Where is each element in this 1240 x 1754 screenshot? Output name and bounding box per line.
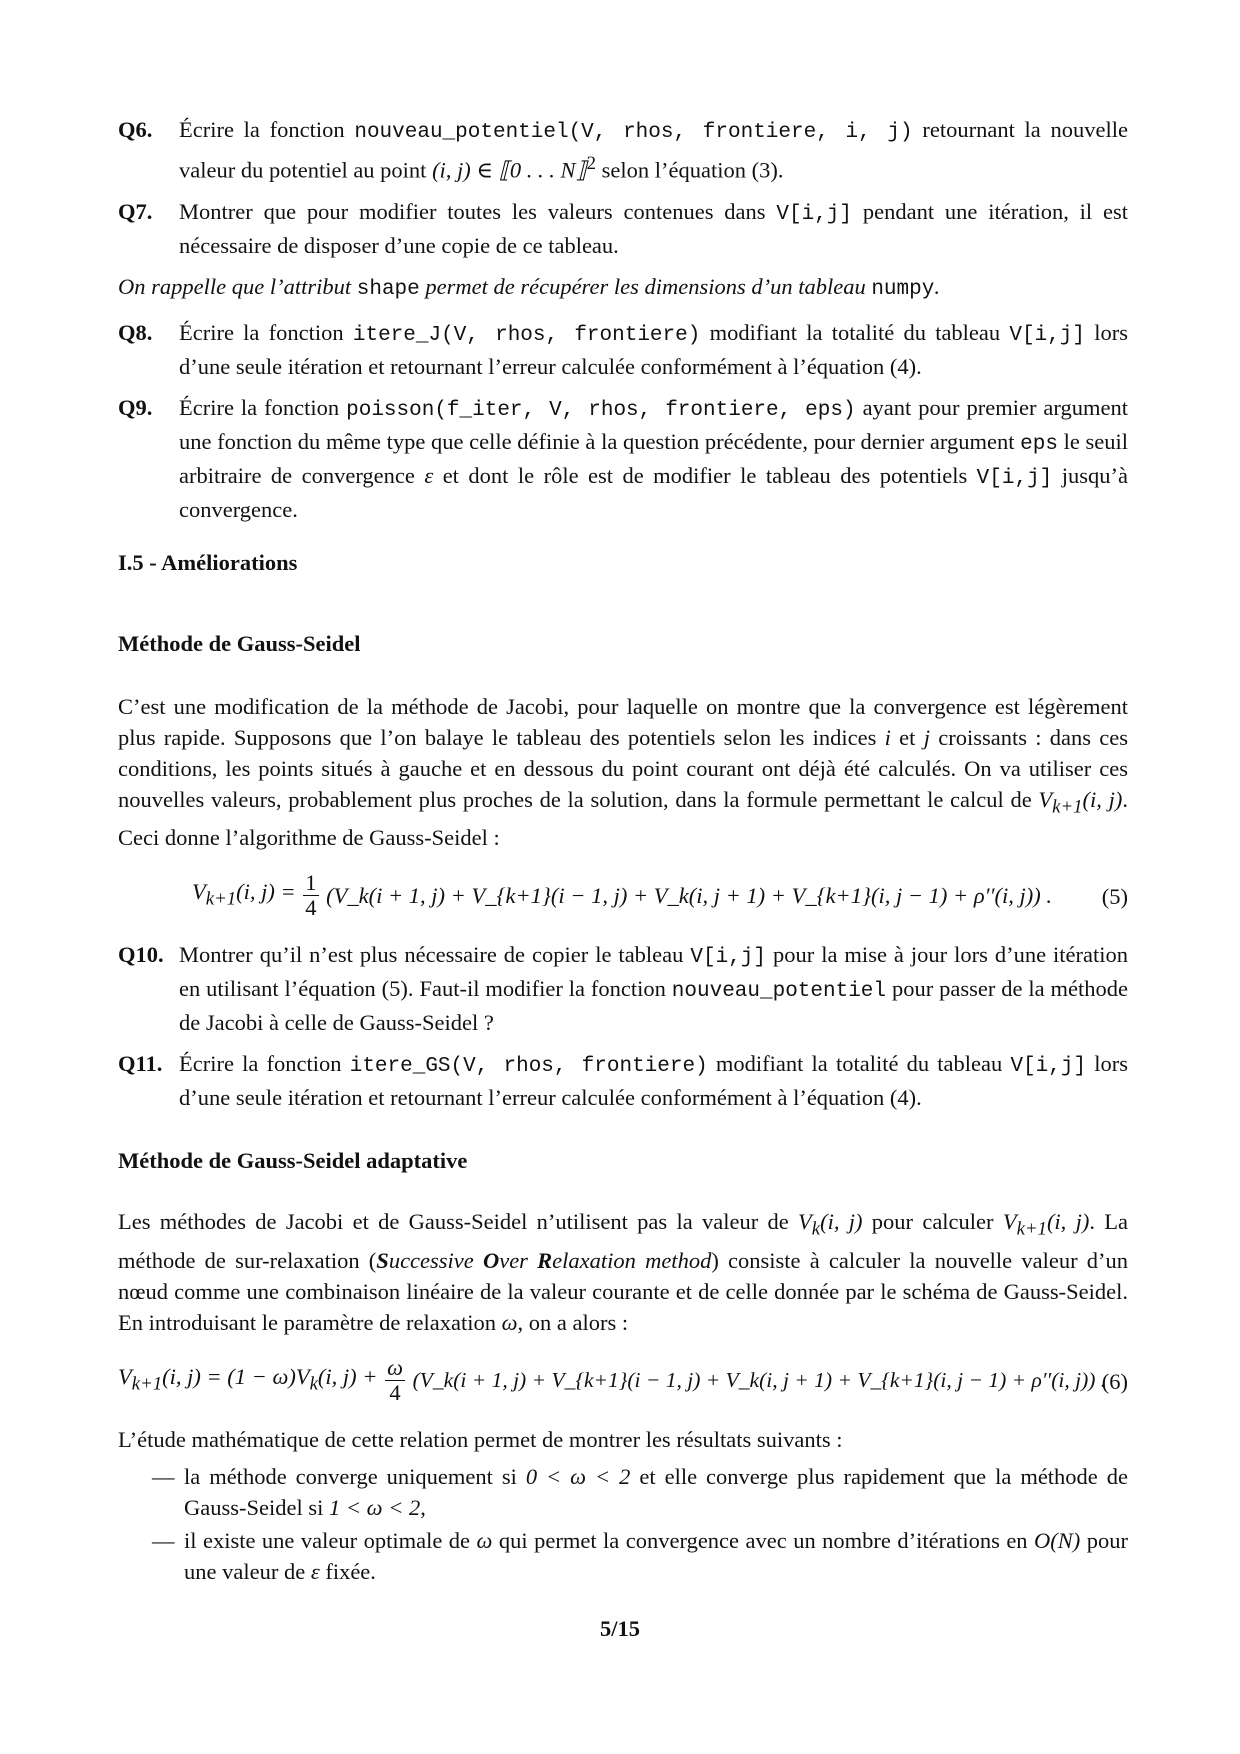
code-span: V[i,j] [1009,323,1086,347]
question-label: Q10. [118,942,164,967]
list-item: — il existe une valeur optimale de ω qui permet la convergence avec un nombre d’itérations en O(N) pour une valeur de ε fixée. [118,1525,1128,1587]
code-span: V[i,j] [976,466,1053,490]
code-span: poisson(f_iter, V, rhos, frontiere, eps) [346,398,856,422]
code-span: V[i,j] [1010,1055,1087,1078]
equation-number: (5) [1101,884,1128,909]
question-label: Q7. [118,198,153,224]
code-span: itere_J(V, rhos, frontiere) [352,323,701,347]
question-q11 [118,1048,1128,1113]
question-text: Montrer qu’il n’est plus nécessaire de copier le tableau V[i,j] pour la mise à jour lors d’une itération en utilisant l’équation (5). Faut-il modifier la fonction nouveau_potentiel pour passer de la méthode de Jacobi à celle de Gauss-Seidel ? [179,942,1129,1035]
question-label: Q6. [118,117,153,142]
question-q9 [118,392,1128,525]
subsection-heading-gauss-seidel: Méthode de Gauss-Seidel [118,630,361,656]
results-intro: L’étude mathématique de cette relation permet de montrer les résultats suivants : [118,1426,843,1452]
question-text: Écrire la fonction nouveau_potentiel(V, rhos, frontiere, i, j) retournant la nouvelle valeur du potentiel au point (i, j) ∈ ⟦0 . . . N⟧$^2$ selon l’équation (3). [179,117,1128,183]
italic-note: On rappelle que l’attribut shape permet de récupérer les dimensions d’un tableau numpy. [118,273,940,301]
code-span: V[i,j] [776,202,853,226]
math-inline: (i, j) ∈ ⟦0 . . . N⟧ [432,157,587,183]
question-label: Q8. [118,319,153,345]
code-span: eps [1020,432,1058,456]
equation-6: $V_{k+1}(i$, $j) = (1 - \omega)V_k(i$, j) + $\frac{\omega}{4}$ (V_k(i + 1, j) + V_{k+1}(i − 1, j) + V_k(i, j + 1) + V_{k+1}(i, j − 1) + ρ′′(i, j)) . (6) [118,1354,1128,1405]
question-text: Montrer que pour modifier toutes les valeurs contenues dans V[i,j] pendant une itération, il est nécessaire de disposer d’une copie de ce tableau. [179,198,1128,258]
equation-5: $V_{k+1}(i$, j) = $\frac{1}{4}$ (V_k(i + 1, j) + V_{k+1}(i − 1, j) + V_k(i, j + 1) + V_{k+1}(i, j − 1) + ρ′′(i, j)) . (5) [192,870,1128,920]
fraction: $\frac{\omega}{4}$ [387,1354,403,1405]
question-text: Écrire la fonction itere_J(V, rhos, frontiere) modifiant la totalité du tableau V[i,j] lors d’une seule itération et retournant l’erreur calculée conformément à l’équation (4). [179,319,1128,379]
question-text: Écrire la fonction itere_GS(V, rhos, frontiere) modifiant la totalité du tableau V[i,j] lors d’une seule itération et retournant l’erreur calculée conformément à l’équation (4). [179,1051,1128,1110]
paragraph-gauss-seidel: C’est une modification de la méthode de Jacobi, pour laquelle on montre que la convergence est légèrement plus rapide. Supposons que l’on balaye le tableau des potentiels selon les indices i et j croissants : dans ces conditions, les points situés à gauche et en dessous du point courant ont déjà été calculés. On va utiliser ces nouvelles valeurs, probablement plus proches de la solution, dans la formule permettant le calcul de $V_{k+1}(i$, j). Ceci donne l’algorithme de Gauss-Seidel : [118,693,1128,850]
question-q8 [118,317,1128,382]
page-number: 5/15 [599,1616,640,1641]
fraction: $\frac{1}{4}$ [305,870,317,920]
code-span: V[i,j] [690,946,767,969]
code-span: nouveau_potentiel [671,980,887,1003]
section-heading: I.5 - Améliorations [118,549,298,575]
subsection-heading-sor: Méthode de Gauss-Seidel adaptative [118,1148,468,1173]
code-span: shape [356,277,420,301]
code-span: numpy [871,277,935,301]
question-q10 [118,939,1128,1038]
code-span: nouveau_potentiel(V, rhos, frontiere, i, j) [354,121,913,144]
equation-number: (6) [1101,1368,1128,1394]
question-q6 [118,114,1128,186]
question-label: Q11. [118,1051,163,1076]
code-span: itere_GS(V, rhos, frontiere) [349,1055,708,1078]
results-list [118,1461,1128,1587]
list-item: — la méthode converge uniquement si 0 < ω < 2 et elle converge plus rapidement que la méthode de Gauss-Seidel si 1 < ω < 2, [118,1461,1128,1523]
question-q7 [118,196,1128,261]
question-label: Q9. [118,394,153,420]
question-text: Écrire la fonction poisson(f_iter, V, rhos, frontiere, eps) ayant pour premier argument une fonction du même type que celle définie à la question précédente, pour dernier argument eps le seuil arbitraire de convergence ε et dont le rôle est de modifier le tableau des potentiels V[i,j] jusqu’à convergence. [179,394,1129,522]
page-content [118,114,1128,1589]
paragraph-sor: Les méthodes de Jacobi et de Gauss-Seidel n’utilisent pas la valeur de $V_k(i$, j) pour calculer $V_{k+1}(i$, j). La méthode de sur-relaxation (Successive Over Relaxation method) consiste à calculer la nouvelle valeur d’un nœud comme une combinaison linéaire de la valeur courante et de celle donnée par le schéma de Gauss-Seidel. En introduisant le paramètre de relaxation ω, on a alors : [118,1209,1129,1335]
